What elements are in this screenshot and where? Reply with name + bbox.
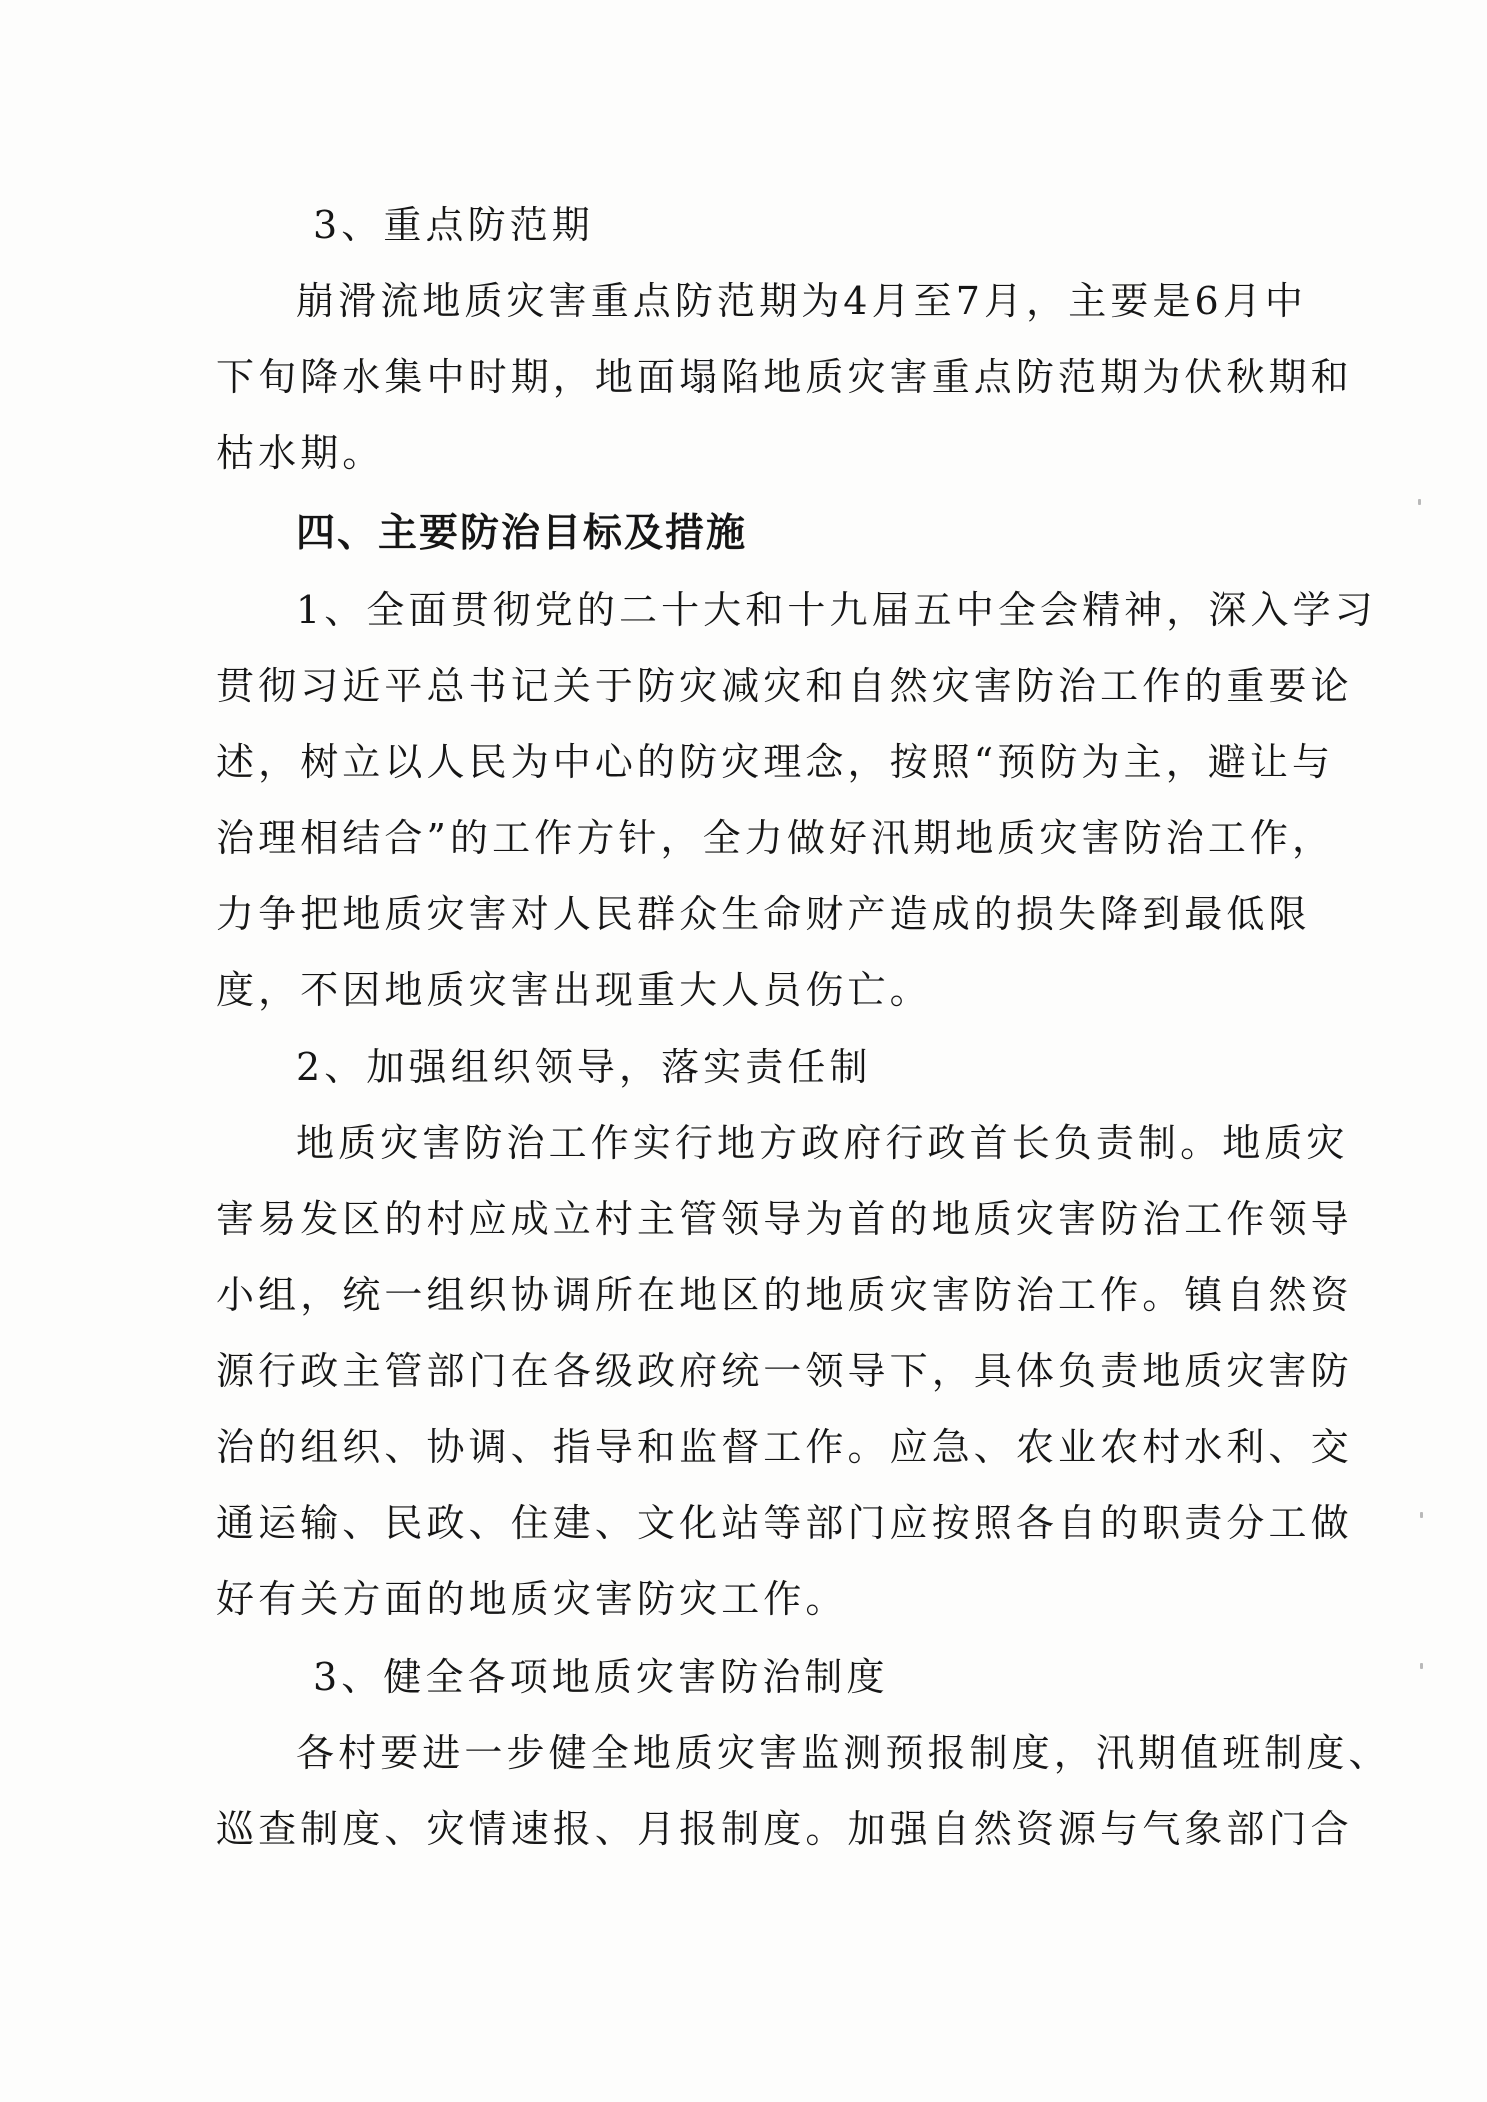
- paragraph-line: 通运输、民政、住建、文化站等部门应按照各自的职责分工做: [216, 1501, 1353, 1545]
- scan-artifact: [1420, 1663, 1423, 1669]
- section-heading-main-targets: 四、主要防治目标及措施: [296, 511, 748, 556]
- paragraph-line: 下旬降水集中时期，地面塌陷地质灾害重点防范期为伏秋期和: [216, 355, 1353, 399]
- paragraph-line: 小组，统一组织协调所在地区的地质灾害防治工作。镇自然资: [216, 1273, 1353, 1317]
- subheading-key-prevention-period: 3、重点防范期: [313, 203, 594, 247]
- paragraph-line: 治理相结合”的工作方针，全力做好汛期地质灾害防治工作，: [216, 816, 1335, 860]
- paragraph-line: 1、全面贯彻党的二十大和十九届五中全会精神，深入学习: [296, 588, 1377, 632]
- paragraph-line: 力争把地质灾害对人民群众生命财产造成的损失降到最低限: [216, 892, 1311, 936]
- scan-artifact: [1418, 499, 1421, 505]
- paragraph-line: 害易发区的村应成立村主管领导为首的地质灾害防治工作领导: [216, 1197, 1353, 1241]
- paragraph-line: 述，树立以人民为中心的防灾理念，按照“预防为主，避让与: [216, 740, 1335, 784]
- paragraph-line: 地质灾害防治工作实行地方政府行政首长负责制。地质灾: [296, 1121, 1349, 1165]
- scan-artifact: [1420, 1512, 1423, 1518]
- paragraph-line: 源行政主管部门在各级政府统一领导下，具体负责地质灾害防: [216, 1349, 1353, 1393]
- paragraph-line: 崩滑流地质灾害重点防范期为4月至7月，主要是6月中: [296, 279, 1308, 323]
- paragraph-line: 治的组织、协调、指导和监督工作。应急、农业农村水利、交: [216, 1425, 1353, 1469]
- paragraph-line: 好有关方面的地质灾害防灾工作。: [216, 1577, 848, 1621]
- paragraph-line: 度，不因地质灾害出现重大人员伤亡。: [216, 968, 932, 1012]
- subheading-organization-leadership: 2、加强组织领导，落实责任制: [296, 1045, 872, 1089]
- paragraph-line: 各村要进一步健全地质灾害监测预报制度，汛期值班制度、: [296, 1731, 1391, 1775]
- paragraph-line: 贯彻习近平总书记关于防灾减灾和自然灾害防治工作的重要论: [216, 664, 1353, 708]
- paragraph-line: 巡查制度、灾情速报、月报制度。加强自然资源与气象部门合: [216, 1807, 1353, 1851]
- subheading-prevention-systems: 3、健全各项地质灾害防治制度: [313, 1655, 889, 1699]
- paragraph-line: 枯水期。: [216, 431, 385, 475]
